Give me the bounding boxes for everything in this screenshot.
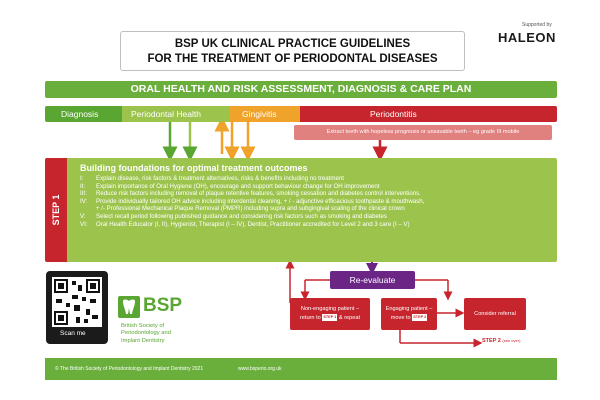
bsp-tooth-icon bbox=[118, 296, 140, 318]
step1-body bbox=[67, 158, 557, 262]
title-line-1: BSP UK CLINICAL PRACTICE GUIDELINES bbox=[174, 38, 411, 50]
periodontitis-label: Periodontitis bbox=[300, 106, 557, 122]
step1-chip: STEP 1 bbox=[322, 314, 337, 322]
footer-url-link[interactable]: www.bsperio.org.uk bbox=[238, 366, 282, 372]
step1-tab-label: STEP 1 bbox=[51, 194, 61, 226]
step1-item: IV: Provide individually tailored OH advice including interdental cleaning, + / - adjunctive efficacious toothpaste & mouthwash, + /- Professional Mechanical Plaque Removal (PMPR) including supra and subgingival scaling of the clinical crown bbox=[80, 197, 425, 213]
bsp-logo-text: BSP bbox=[143, 295, 183, 316]
step1-item: II: Explain importance of Oral Hygiene (OH), encourage and support behaviour change for OH improvement bbox=[80, 182, 380, 190]
step1-tab bbox=[45, 158, 67, 262]
step1-item: I: Explain disease, risk factors & treatment alternatives, risks & benefits including no treatment bbox=[80, 175, 344, 182]
diagnosis-bar bbox=[45, 106, 557, 122]
step2-label: STEP 2 (see over) bbox=[482, 338, 521, 344]
engaging-box: Engaging patient – move to STEP 2 bbox=[381, 298, 437, 330]
step1-item: VI: Oral Health Educator (I, II), Hygienist, Therapist (I – IV), Dentist, Practitioner accredited for Level 2 and 3 care (I – V) bbox=[80, 220, 410, 228]
step1-heading: Building foundations for optimal treatment outcomes bbox=[80, 163, 308, 173]
bsp-subtitle: British Society of Periodontology and Implant Dentistry bbox=[121, 323, 171, 344]
non-engaging-box: Non-engaging patient – return to STEP 1 & repeat bbox=[290, 298, 370, 330]
qr-code-icon bbox=[52, 277, 102, 327]
diagnosis-label: Diagnosis bbox=[45, 106, 122, 122]
step2-chip: STEP 2 bbox=[412, 314, 427, 322]
consider-referral-box: Consider referral bbox=[464, 298, 526, 330]
step1-item: V: Select recall period following published guidance and considering risk factors such as smoking and diabetes bbox=[80, 212, 387, 220]
periodontal-health-label: Periodontal Health bbox=[122, 106, 230, 122]
gingivitis-label: Gingivitis bbox=[230, 106, 300, 122]
assessment-banner: ORAL HEALTH AND RISK ASSESSMENT, DIAGNOSIS & CARE PLAN bbox=[45, 81, 557, 98]
extract-note: Extract teeth with hopeless prognosis or unsavable teeth – eg grade III mobile bbox=[294, 125, 552, 140]
footer-copyright: © The British Society of Periodontology and Implant Dentistry 2021 bbox=[55, 366, 204, 372]
title-line-2: FOR THE TREATMENT OF PERIODONTAL DISEASES bbox=[147, 53, 438, 65]
reevaluate-box: Re-evaluate bbox=[330, 271, 415, 289]
haleon-logo: HALEON bbox=[498, 30, 556, 45]
scan-me-label: Scan me bbox=[60, 330, 86, 337]
sponsor-label: Supported by bbox=[522, 22, 552, 28]
qr-card[interactable] bbox=[46, 271, 108, 344]
step1-item: III: Reduce risk factors including removal of plaque retentive features, smoking cessation and diabetes control interventions. bbox=[80, 190, 421, 198]
